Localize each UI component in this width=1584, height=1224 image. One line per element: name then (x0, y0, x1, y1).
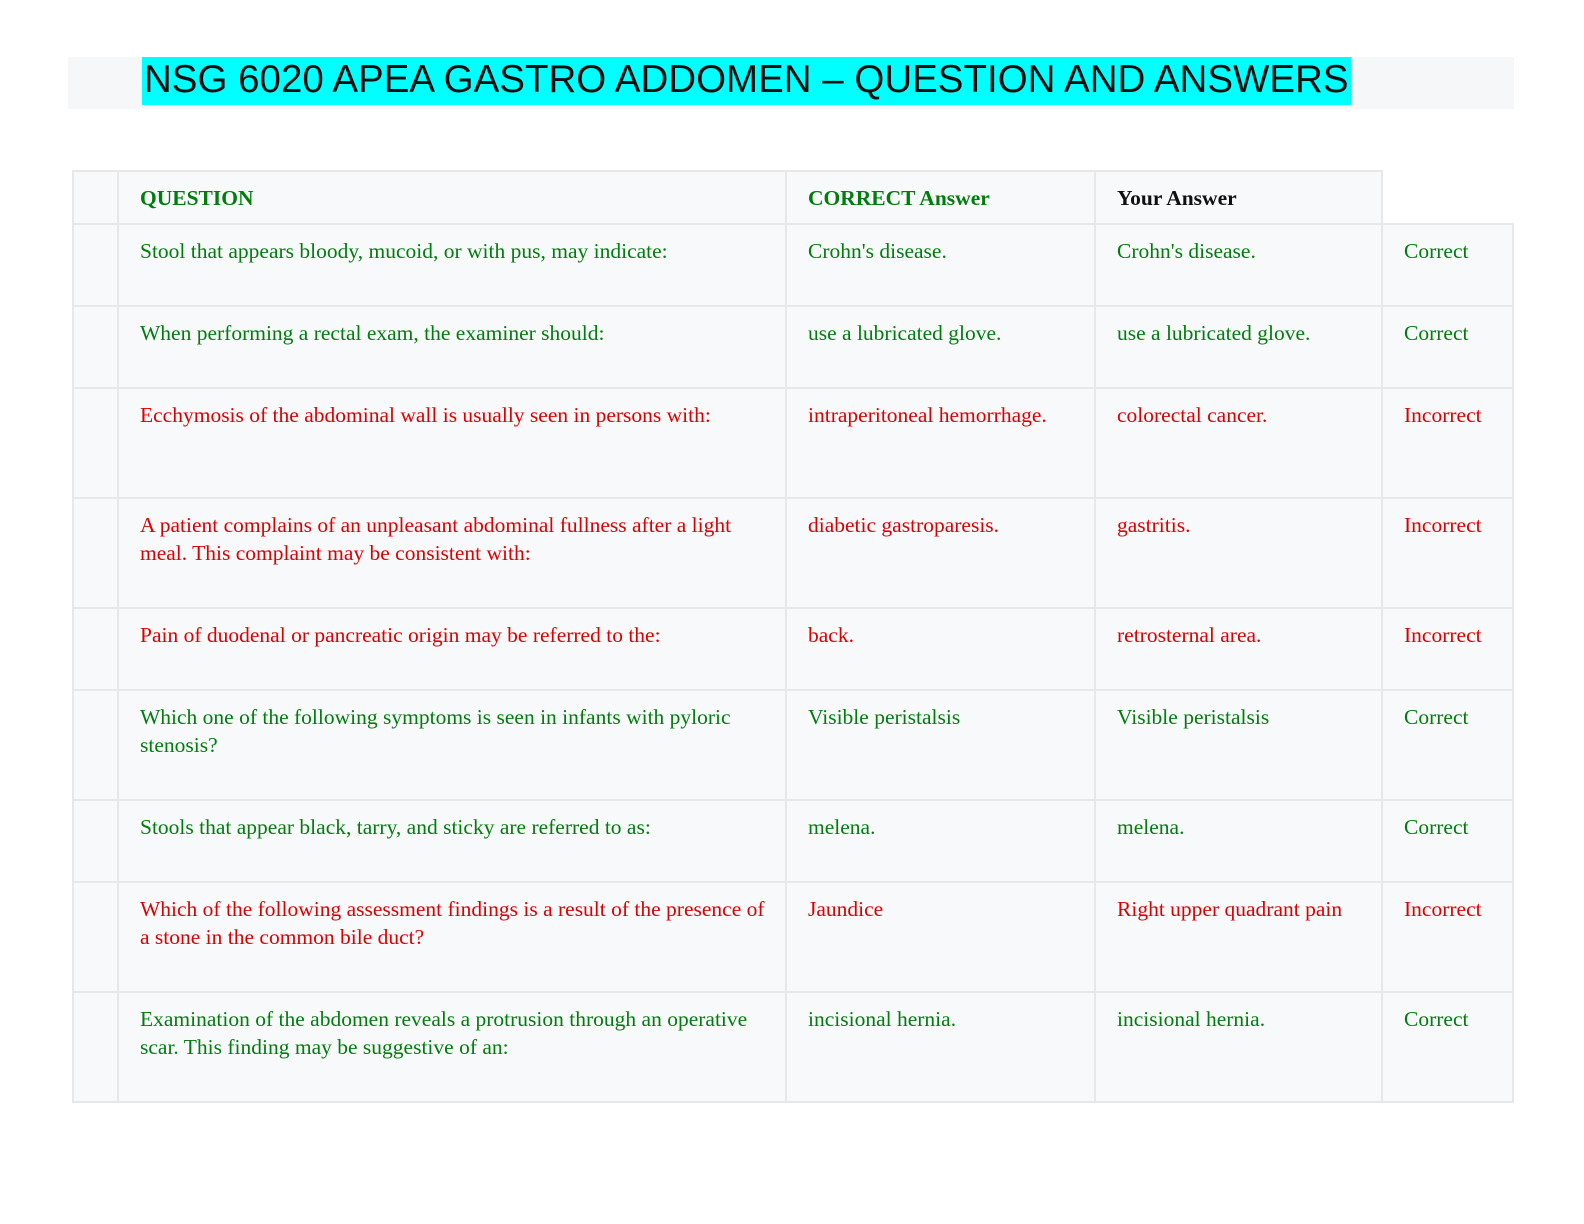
question-cell: Pain of duodenal or pancreatic origin may be referred to the: (118, 608, 786, 690)
result-cell: Incorrect (1382, 882, 1513, 992)
question-cell: Which one of the following symptoms is seen in infants with pyloric stenosis? (118, 690, 786, 800)
table-row (73, 800, 1513, 882)
correct-answer-cell: Jaundice (786, 882, 1095, 992)
correct-answer-cell: use a lubricated glove. (786, 306, 1095, 388)
correct-answer-cell: diabetic gastroparesis. (786, 498, 1095, 608)
table-row (73, 498, 1513, 608)
table-row (73, 388, 1513, 498)
correct-answer-cell: Crohn's disease. (786, 224, 1095, 306)
table-row (73, 608, 1513, 690)
row-blank-cell (73, 608, 118, 690)
result-cell: Incorrect (1382, 498, 1513, 608)
question-cell: Stools that appear black, tarry, and sticky are referred to as: (118, 800, 786, 882)
row-blank-cell (73, 882, 118, 992)
table-header-row (73, 171, 1513, 224)
your-answer-cell: melena. (1095, 800, 1382, 882)
table-row (73, 224, 1513, 306)
question-cell: Which of the following assessment findings is a result of the presence of a stone in the common bile duct? (118, 882, 786, 992)
result-cell: Correct (1382, 800, 1513, 882)
correct-answer-cell: Visible peristalsis (786, 690, 1095, 800)
row-blank-cell (73, 800, 118, 882)
your-answer-cell: colorectal cancer. (1095, 388, 1382, 498)
question-cell: Ecchymosis of the abdominal wall is usually seen in persons with: (118, 388, 786, 498)
your-answer-cell: Crohn's disease. (1095, 224, 1382, 306)
header-empty-cell (1382, 171, 1513, 224)
result-cell: Correct (1382, 690, 1513, 800)
row-blank-cell (73, 498, 118, 608)
row-blank-cell (73, 388, 118, 498)
table-row (73, 992, 1513, 1102)
your-answer-cell: use a lubricated glove. (1095, 306, 1382, 388)
qa-table (72, 170, 1514, 1103)
result-cell: Correct (1382, 992, 1513, 1102)
your-answer-cell: retrosternal area. (1095, 608, 1382, 690)
your-answer-cell: incisional hernia. (1095, 992, 1382, 1102)
header-correct-answer: CORRECT Answer (786, 171, 1095, 224)
result-cell: Correct (1382, 306, 1513, 388)
page-title: NSG 6020 APEA GASTRO ADDOMEN – QUESTION AND ANSWERS (142, 57, 1351, 105)
correct-answer-cell: melena. (786, 800, 1095, 882)
row-blank-cell (73, 306, 118, 388)
question-cell: When performing a rectal exam, the examiner should: (118, 306, 786, 388)
row-blank-cell (73, 690, 118, 800)
result-cell: Correct (1382, 224, 1513, 306)
table-row (73, 882, 1513, 992)
result-cell: Incorrect (1382, 608, 1513, 690)
question-cell: A patient complains of an unpleasant abdominal fullness after a light meal. This complaint may be consistent with: (118, 498, 786, 608)
row-blank-cell (73, 224, 118, 306)
header-question: QUESTION (118, 171, 786, 224)
table-row (73, 690, 1513, 800)
question-cell: Stool that appears bloody, mucoid, or with pus, may indicate: (118, 224, 786, 306)
row-blank-cell (73, 992, 118, 1102)
your-answer-cell: Right upper quadrant pain (1095, 882, 1382, 992)
question-cell: Examination of the abdomen reveals a protrusion through an operative scar. This finding may be suggestive of an: (118, 992, 786, 1102)
result-cell: Incorrect (1382, 388, 1513, 498)
your-answer-cell: gastritis. (1095, 498, 1382, 608)
header-blank-cell (73, 171, 118, 224)
header-your-answer: Your Answer (1095, 171, 1382, 224)
correct-answer-cell: incisional hernia. (786, 992, 1095, 1102)
correct-answer-cell: back. (786, 608, 1095, 690)
table-row (73, 306, 1513, 388)
correct-answer-cell: intraperitoneal hemorrhage. (786, 388, 1095, 498)
your-answer-cell: Visible peristalsis (1095, 690, 1382, 800)
